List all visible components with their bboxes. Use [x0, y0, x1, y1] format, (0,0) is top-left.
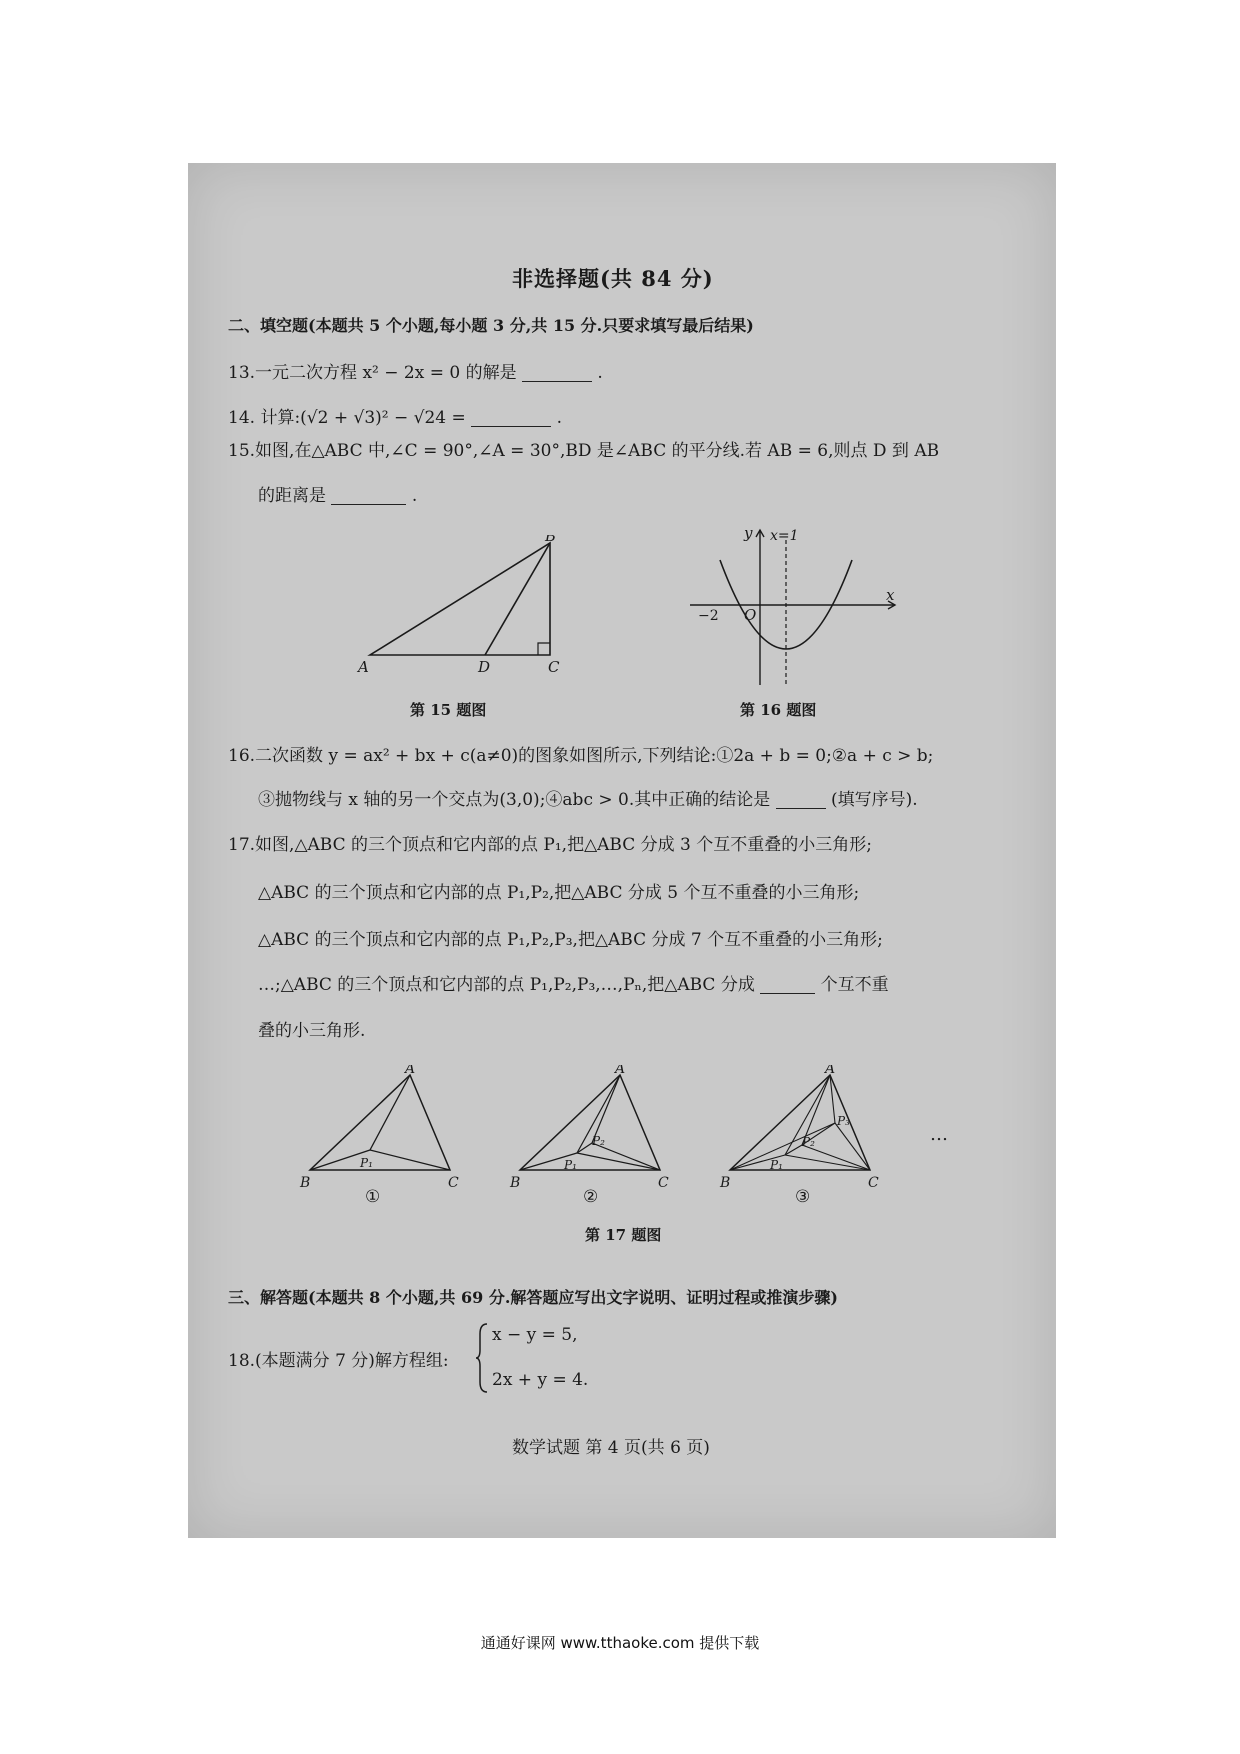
triangle-2 [509, 1065, 669, 1207]
page-number-footer: 数学试题 第 4 页(共 6 页) [512, 1438, 710, 1458]
label-c: C [448, 1175, 459, 1191]
label-p1: P₁ [770, 1158, 783, 1172]
segment [592, 1075, 620, 1143]
segment [370, 1075, 410, 1150]
label-p2: P₂ [802, 1135, 815, 1149]
section3-heading: 三、解答题(本题共 8 个小题,共 69 分.解答题应写出文字说明、证明过程或推演步骤) [228, 1288, 838, 1307]
segment [577, 1153, 660, 1170]
label-b: B [720, 1175, 731, 1191]
label-a: A [358, 658, 369, 676]
triangle-1-outline [310, 1075, 450, 1170]
label-d: D [478, 658, 491, 676]
question-17-line3: △ABC 的三个顶点和它内部的点 P₁,P₂,P₃,把△ABC 分成 7 个互不重叠的小三角形; [258, 930, 883, 950]
label-p1: P₁ [564, 1158, 577, 1172]
figure-15-svg [340, 535, 580, 725]
segment [785, 1155, 870, 1170]
question-17-line5: 叠的小三角形. [258, 1021, 366, 1041]
label-x: x [886, 586, 895, 604]
label-a: A [405, 1065, 416, 1077]
figure-16 [680, 520, 910, 729]
segment [370, 1150, 450, 1170]
label-c: C [548, 658, 560, 676]
right-angle-mark [538, 643, 550, 655]
brace-svg [475, 1322, 489, 1394]
label-neg2: −2 [698, 608, 719, 624]
question-13 [228, 365, 603, 382]
label-b: B [300, 1175, 311, 1191]
question-17-line2: △ABC 的三个顶点和它内部的点 P₁,P₂,把△ABC 分成 5 个互不重叠的小三角形; [258, 883, 860, 903]
label-c: C [868, 1175, 879, 1191]
label-b: B [510, 1175, 521, 1191]
q14-text: 14. 计算:(√2 + √3)² − √24 = [228, 408, 466, 428]
figure-15 [340, 535, 580, 729]
figure-16-caption: 第 16 题图 [740, 701, 817, 719]
figure-17-svg [290, 1065, 1010, 1250]
question-16-line2 [258, 792, 918, 809]
q17-text: …;△ABC 的三个顶点和它内部的点 P₁,P₂,P₃,…,Pₙ,把△ABC 分成 [258, 975, 755, 995]
figure-16-svg [680, 520, 910, 725]
q13-end: . [597, 363, 603, 383]
question-17-line4 [258, 977, 889, 994]
q13-text: 13.一元二次方程 x² − 2x = 0 的解是 [228, 363, 517, 383]
question-18: 18.(本题满分 7 分)解方程组: [228, 1351, 449, 1371]
q16-end: (填写序号). [831, 790, 918, 810]
triangle-3 [719, 1065, 879, 1207]
brace-path [476, 1324, 487, 1392]
equation-2: 2x + y = 4. [492, 1370, 589, 1390]
triangle-abc [370, 543, 550, 655]
q15-end: . [411, 486, 418, 506]
label-p2: P₂ [592, 1134, 605, 1148]
label-y: y [744, 524, 753, 542]
label-c: C [658, 1175, 669, 1191]
label-figure-2: ② [583, 1187, 599, 1207]
answer-blank [471, 426, 551, 427]
bisector-bd [485, 543, 550, 655]
equation-1: x − y = 5, [492, 1325, 578, 1345]
section2-heading: 二、填空题(本题共 5 个小题,每小题 3 分,共 15 分.只要求填写最后结果) [228, 316, 754, 335]
label-b: B [545, 535, 557, 545]
label-p3: P₃ [837, 1114, 850, 1128]
question-15-line1: 15.如图,在△ABC 中,∠C = 90°,∠A = 30°,BD 是∠ABC 的平分线.若 AB = 6,则点 D 到 AB [228, 441, 940, 461]
triangle-1 [299, 1065, 459, 1207]
page-title: 非选择题(共 84 分) [512, 266, 714, 291]
q15-text: 的距离是 [258, 486, 326, 506]
label-origin: O [744, 606, 757, 624]
answer-blank [331, 504, 406, 505]
answer-blank [776, 808, 826, 809]
figure-17-caption: 第 17 题图 [585, 1226, 662, 1244]
q16-text: ③抛物线与 x 轴的另一个交点为(3,0);④abc > 0.其中正确的结论是 [258, 790, 771, 810]
label-a: A [825, 1065, 836, 1077]
equation-brace [475, 1322, 489, 1394]
q17-end: 个互不重 [820, 975, 889, 995]
label-axis-x1: x=1 [770, 528, 799, 544]
question-14 [228, 410, 562, 427]
question-16-line1: 16.二次函数 y = ax² + bx + c(a≠0)的图象如图所示,下列结论:①2a + b = 0;②a + c > b; [228, 746, 934, 766]
q14-end: . [556, 408, 562, 428]
label-p1: P₁ [360, 1156, 373, 1170]
question-17-line1: 17.如图,△ABC 的三个顶点和它内部的点 P₁,把△ABC 分成 3 个互不重叠的小三角形; [228, 835, 872, 855]
label-a: A [615, 1065, 626, 1077]
site-footer: 通通好课网 www.tthaoke.com 提供下载 [480, 1634, 760, 1652]
answer-blank [760, 993, 815, 994]
figure-17 [290, 1065, 1010, 1254]
label-figure-3: ③ [795, 1187, 811, 1207]
question-15-line2 [258, 488, 417, 505]
figure-15-caption: 第 15 题图 [410, 701, 487, 719]
ellipsis: … [930, 1124, 948, 1145]
label-figure-1: ① [365, 1187, 381, 1207]
answer-blank [522, 381, 592, 382]
